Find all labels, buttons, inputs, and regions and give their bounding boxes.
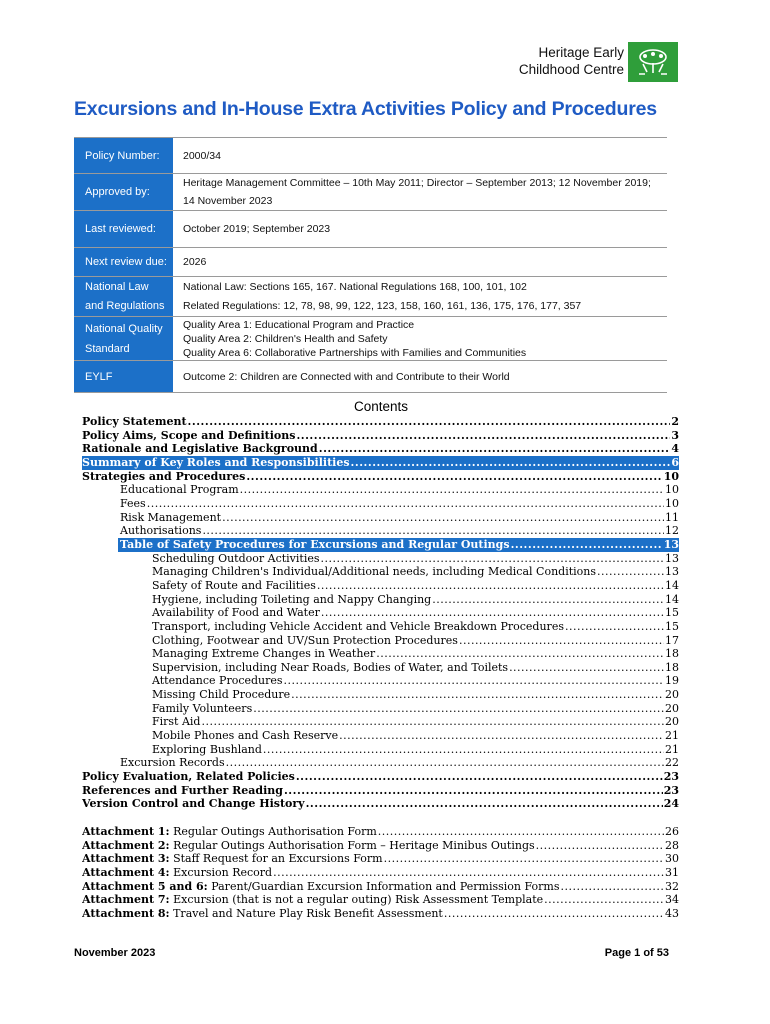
national-law-label: National Law and Regulations: [74, 277, 174, 316]
heritage-logo-icon: [628, 42, 678, 82]
last-reviewed-value: October 2019; September 2023: [183, 223, 331, 235]
toc-attachment-7[interactable]: Attachment 7: Excursion (that is not a regular outing) Risk Assessment Template ..... 34: [82, 893, 679, 907]
toc-entry-route-safety[interactable]: Safety of Route and Facilities ..... 14: [82, 579, 679, 593]
policy-number-row: [74, 137, 667, 173]
national-quality-value: Quality Area 1: Educational Program and Practice Quality Area 2: Children's Health and Safety Quality Area 6: Collaborative Partnerships with Families and Communities: [183, 318, 527, 359]
toc-attachment-5-6[interactable]: Attachment 5 and 6: Parent/Guardian Excursion Information and Permission Forms ..... 32: [82, 880, 679, 894]
toc-entry-attendance[interactable]: Attendance Procedures ..... 19: [82, 674, 679, 688]
toc-entry-supervision[interactable]: Supervision, including Near Roads, Bodies of Water, and Toilets ..... 18: [82, 661, 679, 675]
toc-entry-weather[interactable]: Managing Extreme Changes in Weather ..... 18: [82, 647, 679, 661]
national-quality-row: [74, 316, 667, 360]
toc-entry-references[interactable]: References and Further Reading ..... 23: [82, 784, 679, 798]
national-law-value: National Law: Sections 165, 167. National Regulations 168, 100, 101, 102 Related Regulations: 12, 78, 98, 99, 122, 123, 158, 160, 161, 136, 175, 176, 177, 357: [183, 280, 582, 312]
toc-attachment-4[interactable]: Attachment 4: Excursion Record ..... 31: [82, 866, 679, 880]
toc-entry-hygiene[interactable]: Hygiene, including Toileting and Nappy Changing ..... 14: [82, 593, 679, 607]
approved-by-row: [74, 173, 667, 210]
last-reviewed-row: [74, 210, 667, 247]
last-reviewed-label: Last reviewed:: [74, 211, 174, 247]
toc-gap: [82, 811, 679, 825]
toc-entry-version-control[interactable]: Version Control and Change History ..... 24: [82, 797, 679, 811]
eylf-value: Outcome 2: Children are Connected with and Contribute to their World: [183, 370, 510, 383]
toc-entry-policy-statement[interactable]: Policy Statement ..... 2: [82, 415, 679, 429]
approved-by-label: Approved by:: [74, 174, 174, 210]
toc-entry-family-volunteers[interactable]: Family Volunteers ..... 20: [82, 702, 679, 716]
toc-entry-transport[interactable]: Transport, including Vehicle Accident and Vehicle Breakdown Procedures ..... 15: [82, 620, 679, 634]
eylf-row: [74, 360, 667, 393]
page-title: Excursions and In-House Extra Activities Policy and Procedures: [74, 98, 657, 120]
org-name-line2: Childhood Centre: [518, 62, 624, 77]
toc-entry-clothing[interactable]: Clothing, Footwear and UV/Sun Protection Procedures ..... 17: [82, 634, 679, 648]
next-review-label: Next review due:: [74, 248, 174, 276]
toc-entry-authorisations[interactable]: Authorisations ..... 12: [82, 524, 679, 538]
policy-number-value: 2000/34: [183, 149, 221, 162]
toc-entry-scheduling[interactable]: Scheduling Outdoor Activities ..... 13: [82, 552, 679, 566]
toc-entry-bushland[interactable]: Exploring Bushland ..... 21: [82, 743, 679, 757]
footer-date: November 2023: [74, 947, 156, 959]
policy-number-label: Policy Number:: [74, 138, 174, 173]
footer-page-number: Page 1 of 53: [604, 947, 669, 959]
toc-entry-excursion-records[interactable]: Excursion Records ..... 22: [82, 756, 679, 770]
toc-entry-evaluation[interactable]: Policy Evaluation, Related Policies ..... 23: [82, 770, 679, 784]
toc-entry-strategies[interactable]: Strategies and Procedures ..... 10: [82, 470, 679, 484]
toc-entry-policy-aims[interactable]: Policy Aims, Scope and Definitions ..... 3: [82, 429, 679, 443]
toc-attachment-3[interactable]: Attachment 3: Staff Request for an Excursions Form ..... 30: [82, 852, 679, 866]
org-name-line1: Heritage Early: [538, 45, 624, 60]
toc-entry-first-aid[interactable]: First Aid ..... 20: [82, 715, 679, 729]
toc-entry-food-water[interactable]: Availability of Food and Water ..... 15: [82, 606, 679, 620]
national-quality-label: National Quality Standard: [74, 317, 174, 360]
toc-attachment-2[interactable]: Attachment 2: Regular Outings Authorisation Form – Heritage Minibus Outings ..... 28: [82, 839, 679, 853]
national-law-row: [74, 276, 667, 316]
next-review-row: [74, 247, 667, 276]
toc-entry-key-roles-highlighted[interactable]: Summary of Key Roles and Responsibilities ..... 6: [82, 456, 679, 470]
toc-entry-individual-needs[interactable]: Managing Children's Individual/Additional needs, including Medical Conditions ..... 13: [82, 565, 679, 579]
toc-entry-educational-program[interactable]: Educational Program ..... 10: [82, 483, 679, 497]
policy-info-table: [74, 137, 667, 393]
contents-heading: Contents: [353, 399, 409, 414]
eylf-label: EYLF: [74, 361, 174, 392]
toc-entry-risk-management[interactable]: Risk Management ..... 11: [82, 511, 679, 525]
organisation-name: [519, 44, 624, 78]
toc-entry-fees[interactable]: Fees ..... 10: [82, 497, 679, 511]
toc-attachment-8[interactable]: Attachment 8: Travel and Nature Play Risk Benefit Assessment ..... 43: [82, 907, 679, 921]
toc-entry-missing-child[interactable]: Missing Child Procedure ..... 20: [82, 688, 679, 702]
toc-entry-safety-procedures-highlighted[interactable]: Table of Safety Procedures for Excursions and Regular Outings ..... 13: [118, 538, 679, 552]
toc-attachment-1[interactable]: Attachment 1: Regular Outings Authorisation Form ..... 26: [82, 825, 679, 839]
toc-entry-mobile-phones[interactable]: Mobile Phones and Cash Reserve ..... 21: [82, 729, 679, 743]
toc-entry-rationale[interactable]: Rationale and Legislative Background ..... 4: [82, 442, 679, 456]
table-of-contents: [82, 415, 679, 921]
approved-by-value: Heritage Management Committee – 10th May 2011; Director – September 2013; 12 November 2019; 14 November 2023: [183, 177, 651, 207]
next-review-value: 2026: [183, 256, 207, 268]
